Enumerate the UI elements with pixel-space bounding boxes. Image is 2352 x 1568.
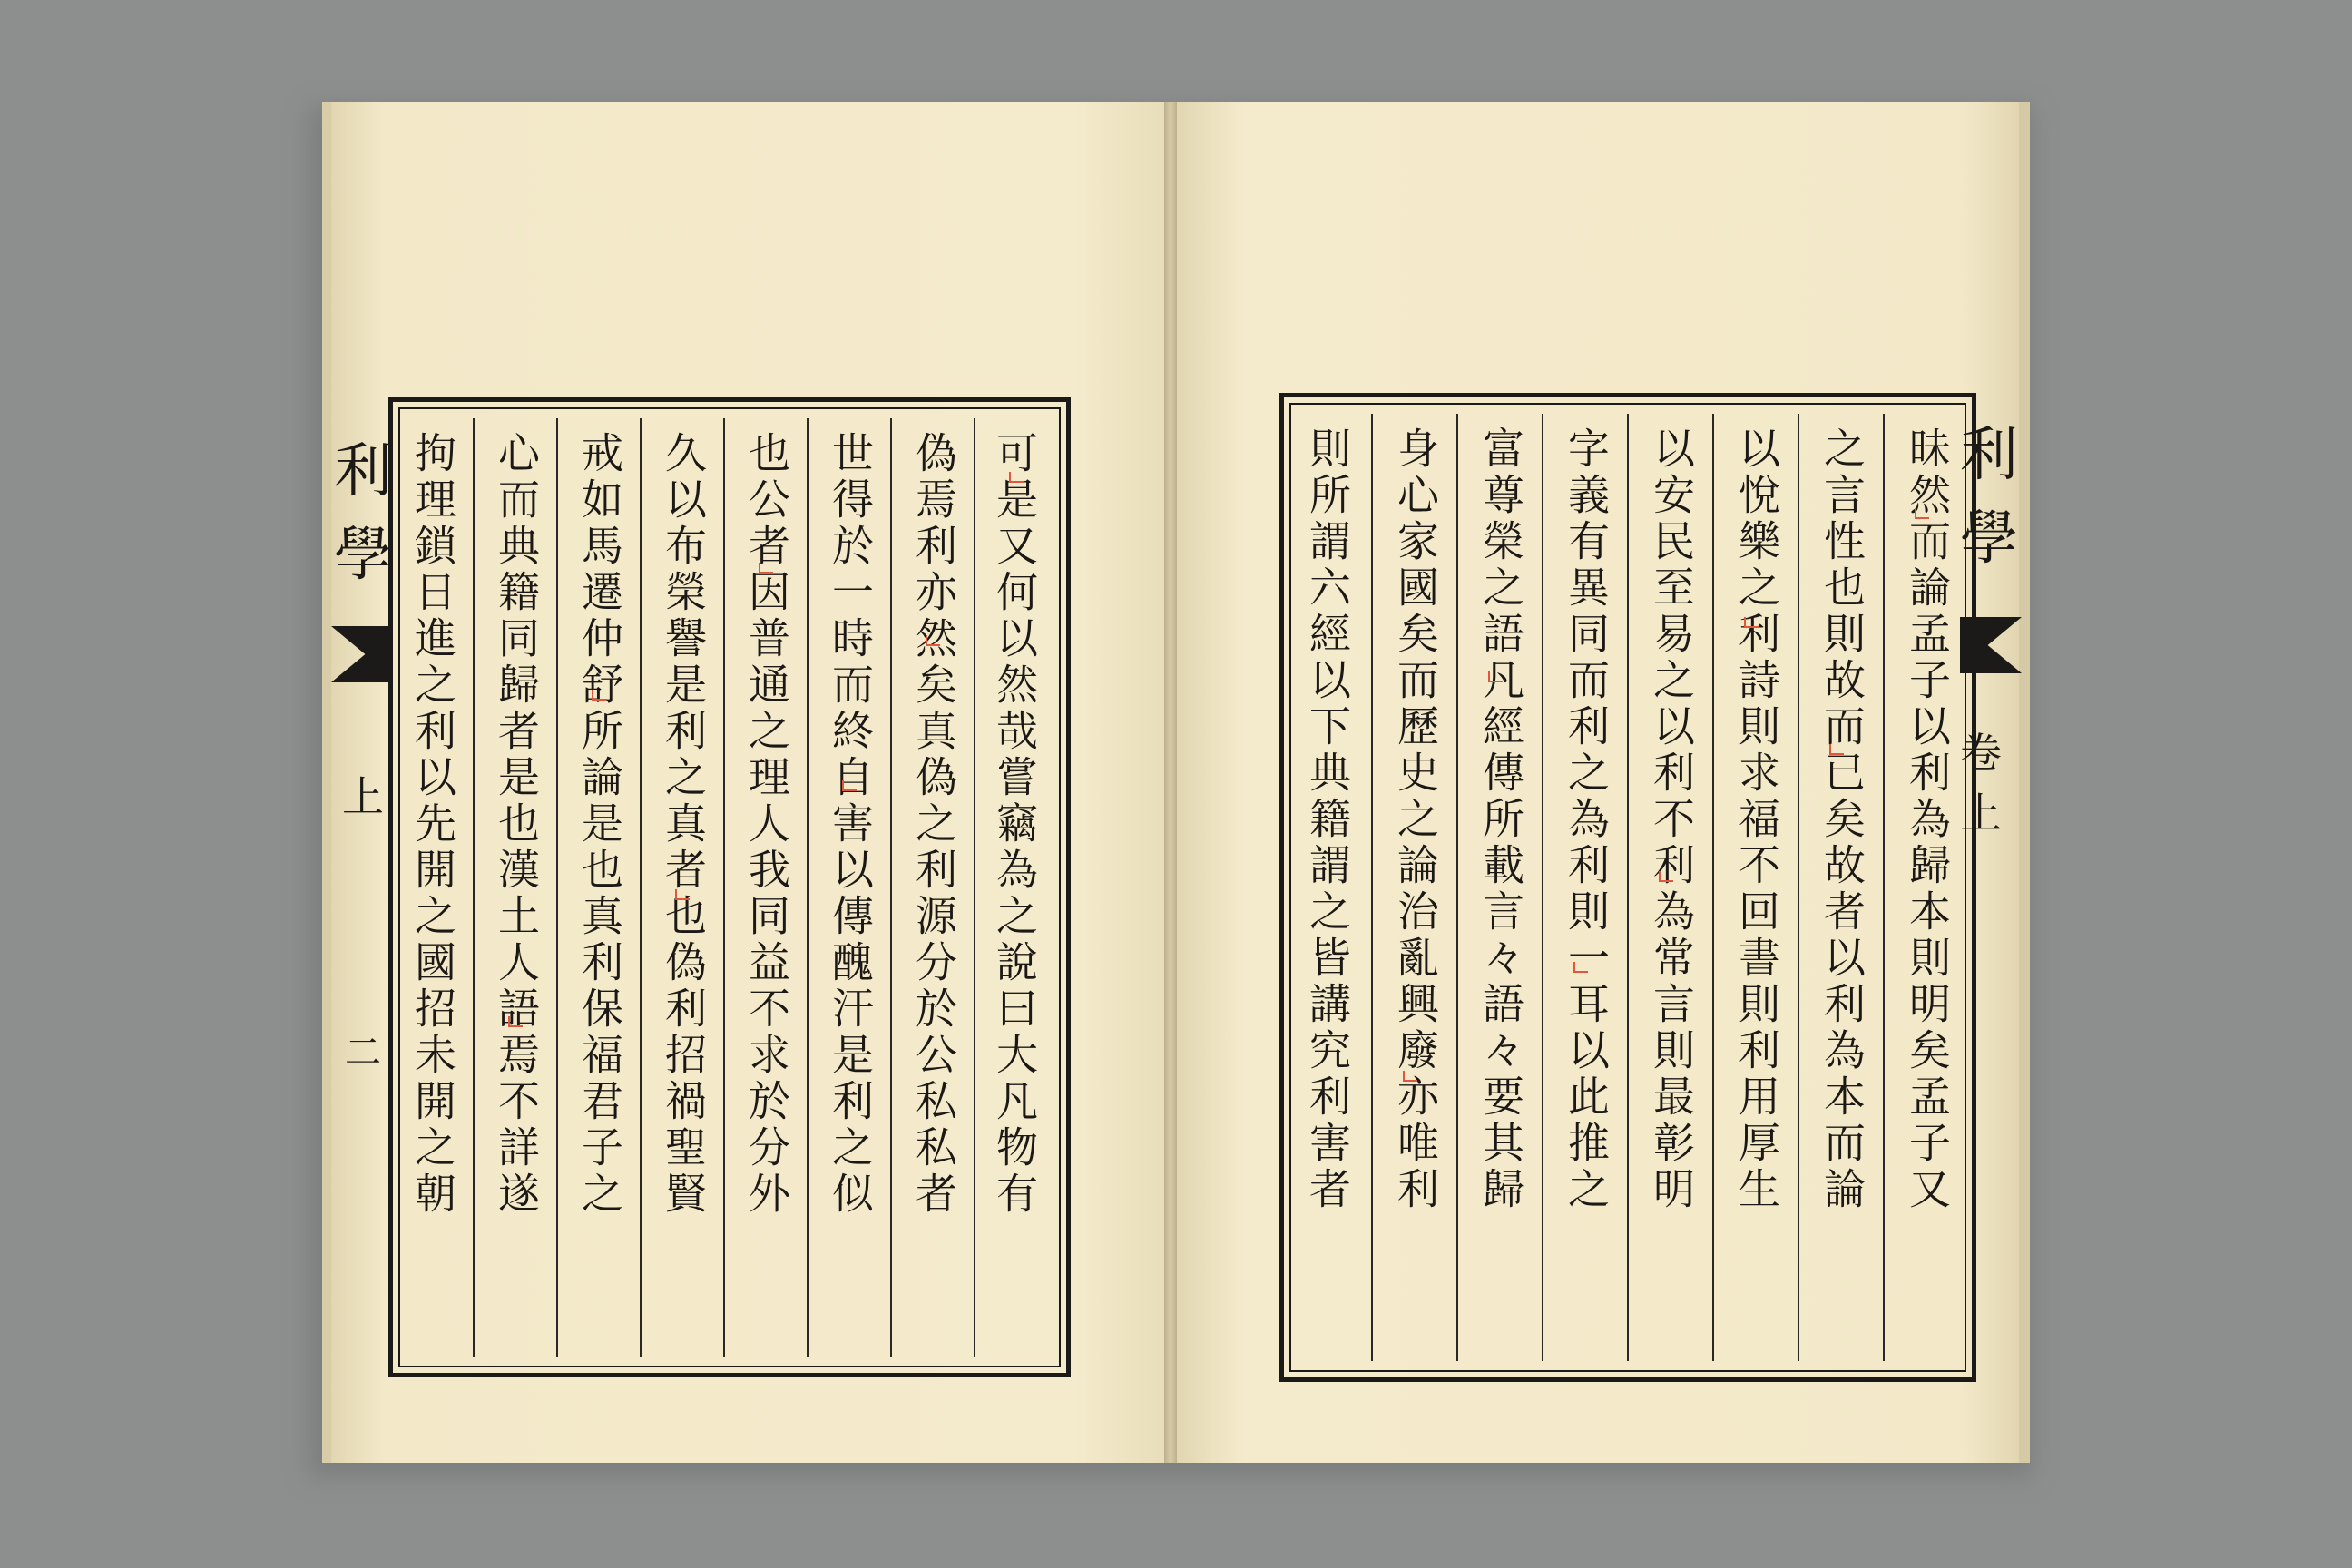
right-column-4: 以安民至易之以利不利為常言則最彰明 bbox=[1627, 414, 1714, 1361]
book-spine bbox=[1164, 102, 1177, 1463]
red-reading-mark bbox=[1488, 671, 1503, 682]
right-text-frame bbox=[1279, 393, 1976, 1382]
red-reading-mark bbox=[1573, 962, 1588, 973]
right-column-2: 之言性也則故而已矣故者以利為本而論 bbox=[1798, 414, 1885, 1361]
red-reading-mark bbox=[1829, 744, 1844, 755]
right-column-5: 字義有異同而利之為利則一耳以此推之 bbox=[1542, 414, 1629, 1361]
right-margin-labels bbox=[1960, 399, 2024, 1307]
left-text-frame bbox=[388, 397, 1071, 1377]
red-reading-mark bbox=[1009, 472, 1024, 483]
red-reading-mark bbox=[1744, 617, 1759, 628]
left-margin-title: 利學 bbox=[334, 438, 392, 589]
right-margin-volume: 卷上 bbox=[1960, 729, 2002, 838]
left-column-3: 世得於一時而終自害以傳醜汗是利之似 bbox=[807, 418, 892, 1357]
left-column-8: 拘理鎖日進之利以先開之國招未開之朝 bbox=[408, 431, 457, 1218]
right-column-7: 身心家國矣而歷史之論治亂興廢亦唯利 bbox=[1371, 414, 1458, 1361]
red-reading-mark bbox=[1915, 508, 1929, 519]
left-column-7: 心而典籍同歸者是也漢土人語焉不詳遂 bbox=[473, 418, 558, 1357]
left-column-1: 可是又何以然哉嘗竊為之說曰大凡物有 bbox=[974, 418, 1054, 1357]
red-reading-mark bbox=[592, 690, 606, 701]
red-reading-mark bbox=[675, 889, 690, 900]
red-reading-mark bbox=[759, 563, 773, 573]
red-reading-mark bbox=[1403, 1071, 1417, 1082]
red-reading-mark bbox=[842, 780, 857, 791]
red-reading-mark bbox=[1659, 871, 1673, 882]
left-folio-number: 二 bbox=[345, 1032, 381, 1073]
left-column-5: 久以布榮譽是利之真者也偽利招禍聖賢 bbox=[640, 418, 725, 1357]
left-column-6: 戒如馬遷仲舒所論是也真利保福君子之 bbox=[556, 418, 642, 1357]
left-column-2: 偽焉利亦然矣真偽之利源分於公私私者 bbox=[890, 418, 975, 1357]
left-margin-labels bbox=[336, 399, 390, 1379]
right-column-1: 昧然而論孟子以利為歸本則明矣孟子又 bbox=[1883, 414, 1970, 1361]
right-column-3: 以悅樂之利詩則求福不回書則利用厚生 bbox=[1712, 414, 1799, 1361]
left-margin-volume: 上 bbox=[342, 772, 384, 821]
right-column-8: 則所謂六經以下典籍謂之皆講究利害者 bbox=[1303, 426, 1352, 1213]
right-margin-title: 利學 bbox=[1960, 422, 2018, 573]
left-column-4: 也公者因普通之理人我同益不求於分外 bbox=[723, 418, 808, 1357]
red-reading-mark bbox=[926, 635, 940, 646]
right-column-6: 富尊榮之語凡經傳所載言々語々要其歸 bbox=[1456, 414, 1544, 1361]
red-reading-mark bbox=[508, 1016, 523, 1027]
